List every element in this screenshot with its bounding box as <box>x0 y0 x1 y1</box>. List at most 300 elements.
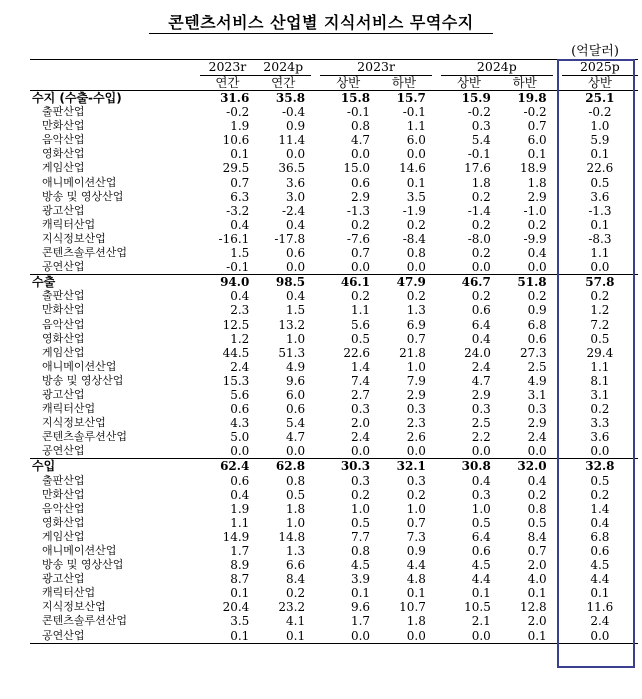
value-cell: 0.1 <box>200 629 256 644</box>
value-cell: 0.5 <box>527 515 547 530</box>
value-cell: 1.9 <box>230 119 250 134</box>
gap-cell <box>432 332 441 346</box>
value-cell: 0.7 <box>527 119 547 134</box>
value-cell: 2.3 <box>406 416 426 431</box>
gap-cell <box>553 105 562 119</box>
gap-cell <box>311 232 320 246</box>
value-cell: 21.8 <box>399 345 426 360</box>
gap-cell <box>553 218 562 232</box>
value-cell: 1.1 <box>350 303 371 318</box>
value-cell: 11.4 <box>278 133 306 148</box>
value-cell: 0.1 <box>406 586 426 601</box>
value-cell: 8.9 <box>230 558 250 573</box>
value-cell: 0.1 <box>590 217 610 232</box>
value-cell: 0.4 <box>286 217 306 232</box>
value-cell: 25.1 <box>585 91 615 105</box>
value-cell: 0.5 <box>590 473 610 488</box>
gap-cell <box>432 600 441 614</box>
value-cell: 4.7 <box>350 133 371 148</box>
table-row <box>30 416 638 430</box>
gap-cell <box>311 161 320 175</box>
value-cell: 0.6 <box>350 175 371 190</box>
table-row <box>30 586 638 600</box>
gap-cell <box>553 190 562 204</box>
gap-cell <box>432 147 441 161</box>
value-cell: 15.9 <box>461 91 491 105</box>
value-cell: 3.1 <box>590 387 610 402</box>
value-cell: 0.5 <box>590 331 610 346</box>
value-cell: -1.3 <box>588 203 612 218</box>
gap-cell <box>432 459 441 474</box>
value-cell: 27.3 <box>519 345 547 360</box>
value-cell: 0.7 <box>527 544 547 558</box>
gap-cell <box>553 629 562 644</box>
value-cell: 51.3 <box>278 345 306 360</box>
table-row <box>30 516 638 530</box>
gap-cell <box>311 218 320 232</box>
gap-cell <box>311 516 320 530</box>
gap-cell <box>311 246 320 260</box>
value-cell: -0.2 <box>523 105 547 120</box>
value-cell: 0.0 <box>590 444 610 459</box>
value-cell: 0.2 <box>590 402 610 417</box>
value-cell: 1.0 <box>406 359 426 374</box>
table-row <box>30 572 638 586</box>
industry-label: 콘텐츠솔루션산업 <box>42 246 128 260</box>
value-cell: 3.0 <box>286 189 306 204</box>
value-cell: -1.3 <box>346 203 371 218</box>
value-cell: 10.6 <box>222 133 250 148</box>
value-cell: 0.6 <box>286 246 306 261</box>
value-cell: -1.0 <box>523 203 547 218</box>
value-cell: 0.0 <box>286 444 306 459</box>
gap-cell <box>311 275 320 290</box>
table-row <box>30 260 638 275</box>
value-cell: 0.5 <box>590 175 610 190</box>
value-cell: 2.9 <box>471 387 491 402</box>
value-cell: 4.3 <box>230 416 250 431</box>
value-cell: 46.1 <box>320 275 376 290</box>
value-cell: 0.3 <box>350 402 371 417</box>
header-row-periods <box>30 75 638 91</box>
industry-label: 음악산업 <box>42 317 85 331</box>
value-cell: 29.5 <box>222 161 250 176</box>
gap-cell <box>553 332 562 346</box>
gap-cell <box>432 488 441 502</box>
header-year: 2025p <box>562 60 638 76</box>
gap-cell <box>553 360 562 374</box>
gap-cell <box>553 516 562 530</box>
value-cell: 0.1 <box>590 147 610 162</box>
value-cell: 7.7 <box>350 529 371 544</box>
value-cell: 18.9 <box>519 161 547 176</box>
value-cell: 1.0 <box>406 501 426 516</box>
gap-cell <box>311 614 320 628</box>
gap-cell <box>553 161 562 175</box>
value-cell: 7.3 <box>406 529 426 544</box>
value-cell: 3.3 <box>590 416 610 431</box>
gap-cell <box>553 444 562 459</box>
value-cell: 1.4 <box>350 359 371 374</box>
gap-cell <box>432 133 441 147</box>
value-cell: 2.4 <box>471 359 491 374</box>
value-cell: 14.6 <box>399 161 426 176</box>
industry-label: 공연산업 <box>42 444 85 458</box>
gap-cell <box>432 544 441 558</box>
gap-cell <box>311 388 320 402</box>
gap-cell <box>311 530 320 544</box>
value-cell: 0.1 <box>527 147 547 162</box>
table-row <box>30 246 638 260</box>
gap-cell <box>432 161 441 175</box>
value-cell: 19.8 <box>517 91 547 105</box>
value-cell: 1.0 <box>350 501 371 516</box>
industry-label: 애니메이션산업 <box>42 359 117 373</box>
value-cell: 3.9 <box>350 572 371 587</box>
value-cell: 0.5 <box>471 515 491 530</box>
header-gap <box>432 60 441 76</box>
gap-cell <box>311 586 320 600</box>
value-cell: 22.6 <box>586 161 614 176</box>
value-cell: 4.5 <box>471 558 491 573</box>
value-cell: 4.7 <box>471 373 491 388</box>
gap-cell <box>553 176 562 190</box>
gap-cell <box>432 260 441 275</box>
gap-cell <box>553 430 562 444</box>
value-cell: 1.8 <box>406 614 426 629</box>
value-cell: 0.7 <box>350 246 371 261</box>
section-total-row <box>30 91 638 106</box>
table-row <box>30 147 638 161</box>
value-cell: 0.2 <box>286 586 306 601</box>
value-cell: 1.0 <box>471 501 491 516</box>
value-cell: 32.8 <box>562 459 638 474</box>
gap-cell <box>311 544 320 558</box>
value-cell: 0.0 <box>471 444 491 459</box>
value-cell: 32.1 <box>376 459 432 474</box>
gap-cell <box>311 260 320 275</box>
value-cell: 2.0 <box>350 416 371 431</box>
gap-cell <box>432 218 441 232</box>
value-cell: -9.9 <box>523 231 547 246</box>
industry-label: 콘텐츠솔루션산업 <box>42 614 128 628</box>
table-row <box>30 218 638 232</box>
header-gap <box>311 60 320 76</box>
gap-cell <box>311 488 320 502</box>
value-cell: 0.0 <box>350 260 371 275</box>
value-cell: 0.3 <box>406 402 426 417</box>
header-year: 2023r <box>200 60 256 76</box>
table-row <box>30 558 638 572</box>
industry-label: 애니메이션산업 <box>42 175 117 189</box>
value-cell: 3.5 <box>406 189 426 204</box>
value-cell: 2.0 <box>527 558 547 573</box>
value-cell: 0.4 <box>471 473 491 488</box>
gap-cell <box>432 516 441 530</box>
value-cell: 0.3 <box>406 473 426 488</box>
header-year: 2023r <box>320 60 432 76</box>
value-cell: 1.5 <box>230 246 250 261</box>
gap-cell <box>553 119 562 133</box>
gap-cell <box>432 246 441 260</box>
section-label: 수출 <box>30 275 200 290</box>
gap-cell <box>311 600 320 614</box>
industry-label: 방송 및 영상산업 <box>42 373 124 387</box>
gap-cell <box>432 303 441 317</box>
industry-label: 콘텐츠솔루션산업 <box>42 430 128 444</box>
value-cell: 2.1 <box>471 614 491 629</box>
value-cell: 0.0 <box>350 147 371 162</box>
value-cell: 6.0 <box>406 133 426 148</box>
industry-label: 캐릭터산업 <box>42 217 96 231</box>
industry-label: 지식정보산업 <box>42 416 106 430</box>
value-cell: 6.4 <box>471 529 491 544</box>
gap-cell <box>553 459 562 474</box>
value-cell: 1.0 <box>286 515 306 530</box>
table-row <box>30 629 638 644</box>
gap-cell <box>432 558 441 572</box>
value-cell: 0.1 <box>350 586 371 601</box>
value-cell: 35.8 <box>275 91 306 105</box>
value-cell: 5.0 <box>230 430 250 445</box>
gap-cell <box>432 232 441 246</box>
table-row <box>30 402 638 416</box>
gap-cell <box>553 133 562 147</box>
value-cell: 0.1 <box>230 147 250 162</box>
gap-cell <box>432 402 441 416</box>
industry-label: 출판산업 <box>42 105 85 119</box>
gap-cell <box>432 318 441 332</box>
value-cell: 0.7 <box>406 515 426 530</box>
value-cell: -0.1 <box>467 147 491 162</box>
value-cell: 2.3 <box>230 303 250 318</box>
header-gap <box>553 75 562 91</box>
value-cell: 1.0 <box>590 119 610 134</box>
gap-cell <box>432 360 441 374</box>
value-cell: 0.1 <box>471 586 491 601</box>
value-cell: 3.6 <box>590 189 610 204</box>
gap-cell <box>311 190 320 204</box>
value-cell: 0.0 <box>527 444 547 459</box>
value-cell: -8.4 <box>402 231 426 246</box>
table-row <box>30 119 638 133</box>
header-year: 2024p <box>255 60 311 76</box>
gap-cell <box>311 204 320 218</box>
gap-cell <box>553 147 562 161</box>
value-cell: 9.6 <box>286 373 306 388</box>
value-cell: -1.9 <box>402 203 426 218</box>
value-cell: 5.9 <box>590 133 610 148</box>
industry-label: 음악산업 <box>42 501 85 515</box>
value-cell: 47.9 <box>376 275 432 290</box>
table-row <box>30 105 638 119</box>
value-cell: 24.0 <box>464 345 491 360</box>
table-row <box>30 474 638 488</box>
value-cell: 1.8 <box>286 501 306 516</box>
table-row <box>30 388 638 402</box>
table-row <box>30 190 638 204</box>
value-cell: 0.5 <box>286 487 306 502</box>
gap-cell <box>432 614 441 628</box>
value-cell: 14.9 <box>222 529 250 544</box>
value-cell: 0.6 <box>230 402 250 417</box>
section-total-row <box>30 275 638 290</box>
value-cell: -8.0 <box>467 231 491 246</box>
gap-cell <box>553 530 562 544</box>
value-cell: 3.6 <box>590 430 610 445</box>
value-cell: 6.8 <box>527 317 547 332</box>
value-cell: 4.9 <box>286 359 306 374</box>
value-cell: 1.5 <box>286 303 306 318</box>
industry-label: 만화산업 <box>42 303 85 317</box>
value-cell: 14.8 <box>278 529 306 544</box>
value-cell: 4.8 <box>406 572 426 587</box>
value-cell: 0.7 <box>406 331 426 346</box>
gap-cell <box>311 346 320 360</box>
gap-cell <box>432 204 441 218</box>
gap-cell <box>553 303 562 317</box>
value-cell: 0.8 <box>286 473 306 488</box>
value-cell: 44.5 <box>222 345 250 360</box>
value-cell: 0.5 <box>350 331 371 346</box>
value-cell: 0.3 <box>471 402 491 417</box>
value-cell: 30.3 <box>320 459 376 474</box>
gap-cell <box>553 402 562 416</box>
value-cell: 62.8 <box>255 459 311 474</box>
table-row <box>30 614 638 628</box>
value-cell: 0.2 <box>590 487 610 502</box>
value-cell: 0.4 <box>527 246 547 261</box>
value-cell: 4.0 <box>527 572 547 587</box>
industry-label: 게임산업 <box>42 161 85 175</box>
value-cell: 5.6 <box>230 387 250 402</box>
value-cell: 0.6 <box>590 544 610 558</box>
value-cell: 0.2 <box>350 289 371 304</box>
gap-cell <box>311 374 320 388</box>
industry-label: 광고산업 <box>42 387 85 401</box>
value-cell: 0.0 <box>406 444 426 459</box>
value-cell: 6.9 <box>406 317 426 332</box>
header-period: 상반 <box>320 75 376 91</box>
value-cell: 0.8 <box>527 501 547 516</box>
gap-cell <box>311 474 320 488</box>
table-row <box>30 161 638 175</box>
value-cell: 2.4 <box>230 359 250 374</box>
value-cell: 0.2 <box>350 487 371 502</box>
gap-cell <box>311 318 320 332</box>
gap-cell <box>432 586 441 600</box>
gap-cell <box>553 374 562 388</box>
value-cell: -0.1 <box>226 260 250 275</box>
value-cell: 0.1 <box>527 586 547 601</box>
gap-cell <box>553 91 562 106</box>
table-row <box>30 374 638 388</box>
value-cell: 0.2 <box>527 217 547 232</box>
gap-cell <box>311 133 320 147</box>
value-cell: -1.4 <box>467 203 491 218</box>
gap-cell <box>553 275 562 290</box>
value-cell: 31.6 <box>220 91 250 105</box>
value-cell: 5.4 <box>286 416 306 431</box>
gap-cell <box>553 204 562 218</box>
gap-cell <box>311 303 320 317</box>
table-row <box>30 289 638 303</box>
value-cell: 1.0 <box>286 331 306 346</box>
value-cell: 0.7 <box>230 175 250 190</box>
value-cell: 30.8 <box>441 459 497 474</box>
value-cell: 2.6 <box>406 430 426 445</box>
value-cell: -16.1 <box>218 231 250 246</box>
value-cell: 0.0 <box>320 629 376 644</box>
industry-label: 지식정보산업 <box>42 231 106 245</box>
value-cell: 1.2 <box>230 331 250 346</box>
value-cell: 1.1 <box>590 246 610 261</box>
gap-cell <box>553 586 562 600</box>
value-cell: 0.3 <box>471 487 491 502</box>
value-cell: 57.8 <box>562 275 638 290</box>
value-cell: 0.6 <box>286 402 306 417</box>
value-cell: 3.6 <box>286 175 306 190</box>
header-year: 2024p <box>441 60 553 76</box>
value-cell: 2.5 <box>471 416 491 431</box>
value-cell: 0.6 <box>471 544 491 558</box>
table-row <box>30 332 638 346</box>
gap-cell <box>432 572 441 586</box>
gap-cell <box>553 614 562 628</box>
table-row <box>30 544 638 558</box>
value-cell: 15.7 <box>396 91 426 105</box>
value-cell: 0.4 <box>230 217 250 232</box>
value-cell: 12.8 <box>519 600 547 615</box>
value-cell: 4.5 <box>590 558 610 573</box>
gap-cell <box>311 416 320 430</box>
value-cell: 5.6 <box>350 317 371 332</box>
value-cell: 1.4 <box>590 501 610 516</box>
industry-label: 방송 및 영상산업 <box>42 558 124 572</box>
value-cell: 7.2 <box>590 317 610 332</box>
section-label: 수지 (수출-수입) <box>32 91 122 105</box>
value-cell: 0.4 <box>286 289 306 304</box>
value-cell: 1.2 <box>590 303 610 318</box>
gap-cell <box>432 346 441 360</box>
industry-label: 음악산업 <box>42 133 85 147</box>
value-cell: 0.2 <box>406 487 426 502</box>
industry-label: 공연산업 <box>42 260 85 274</box>
value-cell: 32.0 <box>497 459 553 474</box>
gap-cell <box>311 629 320 644</box>
gap-cell <box>311 289 320 303</box>
value-cell: 9.6 <box>350 600 371 615</box>
industry-label: 캐릭터산업 <box>42 402 96 416</box>
table-row <box>30 133 638 147</box>
gap-cell <box>311 402 320 416</box>
value-cell: 0.3 <box>350 473 371 488</box>
value-cell: 8.7 <box>230 572 250 587</box>
table-row <box>30 232 638 246</box>
gap-cell <box>311 91 320 106</box>
industry-label: 영화산업 <box>42 147 85 161</box>
value-cell: 6.4 <box>471 317 491 332</box>
industry-label: 지식정보산업 <box>42 600 106 614</box>
industry-label: 방송 및 영상산업 <box>42 189 124 203</box>
value-cell: 1.8 <box>527 175 547 190</box>
value-cell: -0.2 <box>226 105 250 120</box>
value-cell: 0.1 <box>590 586 610 601</box>
value-cell: 94.0 <box>200 275 256 290</box>
gap-cell <box>311 360 320 374</box>
gap-cell <box>311 332 320 346</box>
gap-cell <box>553 544 562 558</box>
